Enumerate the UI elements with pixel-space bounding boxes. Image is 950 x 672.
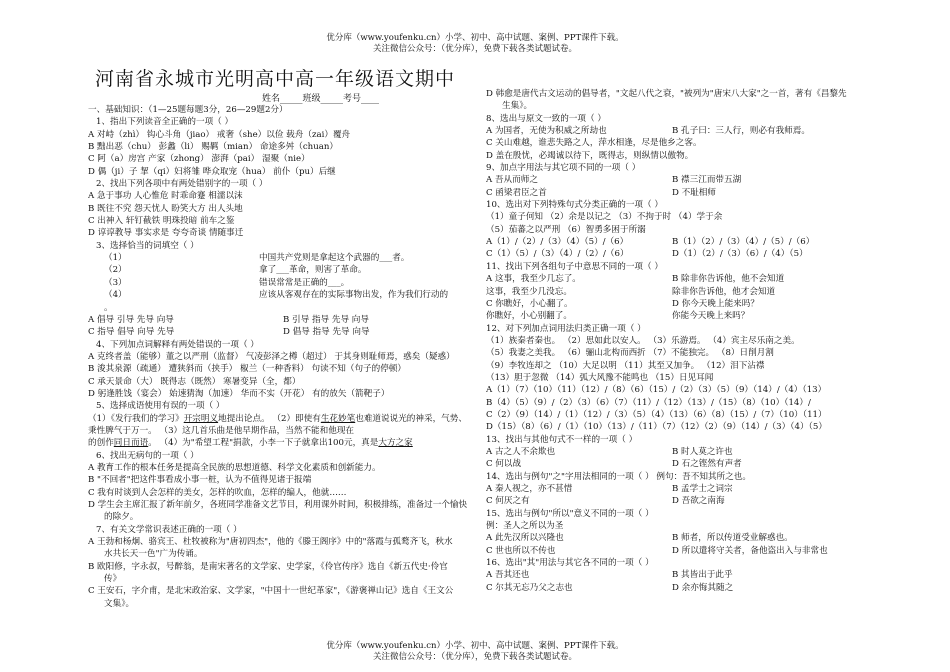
question-3-stem: 3、选择恰当的词填空（ ） — [96, 240, 199, 251]
right-column — [486, 88, 874, 594]
question-2-stem: 2、找出下列各项中有两处错别字的一项（ ） — [96, 179, 268, 190]
q5-text: 也难道说说光的神采，气势、 — [355, 413, 467, 424]
question-6-option-a: A 教育工作的根本任务是提高全民族的思想道德、科学文化素质和创新能力。 — [88, 462, 381, 473]
question-8-option-c: C 关山难越，谁悲失路之人，萍水相逢，尽是他乡之客。 — [486, 138, 702, 149]
question-16-option-d: D 余亦悔其随之 — [672, 582, 734, 593]
question-15-option-d: D 所以遣将守关者，备他盗出入与非常也 — [672, 545, 828, 556]
question-11-row-2 — [486, 286, 874, 298]
q5-idiom-2: 生花妙笔 — [320, 413, 356, 424]
question-3-row-2 — [88, 264, 476, 276]
question-8-options-ab — [486, 125, 874, 137]
question-12-line-1: （1）族秦者秦也。 （2）思如此以安人。 （3）乐游焉。 （4）宾主尽乐南之美。 — [486, 335, 800, 346]
q3-sentence-4-end: 。 — [104, 302, 113, 313]
q3-sentence-2: 拿了___革命，则害了革命。 — [259, 265, 367, 276]
question-11-row-4 — [486, 310, 874, 322]
question-5-stem: 5、选择成语使用有误的一项（ ） — [96, 401, 225, 412]
question-15-option-b: B 师者，所以传道受业解惑也。 — [672, 533, 793, 544]
q3-num-4: （4） — [104, 290, 127, 301]
question-12-line-3: （9）李牧连却之 （10）大足以明 （11）其至又加争。 （12）泪下沾襟 — [486, 360, 765, 371]
q5-idiom-4: 大方之家 — [378, 438, 413, 449]
question-11-option-a-2: 这事，我至少几没忘。 — [486, 286, 572, 297]
exam-title: 河南省永城市光明高中高一年级语文期中 — [95, 68, 456, 90]
question-4-option-b: B 浚其泉源（疏通） 遭狭斜而（挟手） 椒兰（一种香料） 句读不知（句子的停顿） — [88, 364, 407, 375]
question-1-option-b: B 黜出恶（chu） 彭蠡（li） 赐羁（mian） 命途多舛（chuan） — [88, 142, 339, 153]
question-10-line-1: （1）童子何知 （2）余是以记之 （3）不拘于时 （4）学于余 — [486, 212, 723, 223]
q5-idiom-3: 同日而语 — [113, 438, 149, 449]
question-7-option-a: A 王勃和杨炯、骆宾王、杜牧被称为"唐初四杰"，他的《滕王阁序》中的"落霞与孤鹜齐飞，秋水 — [88, 537, 453, 548]
question-7-option-c: C 王安石，字介甫，是北宋政治家、文学家，"中国十一世纪革家"，《游褒禅山记》选自《王文公 — [88, 586, 454, 597]
question-5-line-3 — [88, 437, 476, 449]
question-11-option-a: A 这事，我至少几忘了。 — [486, 274, 581, 285]
question-9-option-b: B 襟三江而带五湖 — [672, 175, 742, 186]
footer-line-2: 关注微信公众号：（优分库），免费下载各类试题试卷。 — [372, 652, 577, 662]
question-12-option-d: D（15）（8）（6）/（1）（10）（13）/（11）（7）（12）（2）（9）（14）/（3）（4）（5） — [486, 422, 827, 433]
question-10-option-a: A（1）/（2）/（3）（4）（5）/（6） — [486, 237, 629, 248]
question-13-options-ab — [486, 446, 874, 458]
question-2-option-b: B 既往不究 怨天忧人 盼笑大方 出人头地 — [88, 203, 243, 214]
q3-num-3: （3） — [104, 277, 127, 288]
question-11-option-b-2: 除非你告诉他，他才会知道 — [672, 286, 776, 297]
question-7-option-c-cont: 文集》。 — [104, 598, 135, 609]
question-1-option-d: D 偶（ji）子 挈（qi）妇将雏 哗众取宠（hua） 前仆（pu）后继 — [88, 166, 336, 177]
question-1-option-c: C 阿（a）房宫 产家（zhong） 澎湃（pai） 湿聚（nie） — [88, 154, 310, 165]
footer-line-1: 优分库（www.youfenku.cn）小学、初中、高中试题、案例、PPT课件下载。 — [326, 641, 624, 651]
question-14-option-d: D 吾欲之南海 — [672, 496, 725, 507]
question-3-options-ab — [88, 314, 476, 326]
question-12-option-c: C（2）（9）（14）/（1）（12）/（3）（5）（4）（13）（6）（8）（15）/（7）（10）（11） — [486, 409, 827, 420]
question-15-example: 例：圣人之所以为圣 — [486, 521, 564, 532]
q3-sentence-1: 中国共产党则是拿起这个武器的___者。 — [259, 253, 410, 264]
question-11-row-1 — [486, 273, 874, 285]
question-7-option-b-cont: 传》 — [104, 574, 122, 585]
question-12-option-a: A（1）（7）（10）（11）（12）/（8）（6）（15）/（2）（3）（5）（9）（14）/（4）（13） — [486, 385, 827, 396]
question-15-stem: 15、选出与例句"所以"意义不同的一项（ ） — [486, 508, 654, 519]
question-4-option-d: D 躬逢胜饯（宴会） 始速猜淘（加速） 华而不实（开花） 有的放矢（箭靶子） — [88, 388, 390, 399]
question-8-option-a: A 为国者，无使为积威之所劫也 — [486, 126, 607, 137]
question-14-option-b: B 孟学士之词宗 — [672, 484, 733, 494]
q5-idiom-1: 开宗明义 — [183, 413, 219, 424]
q5-text: 的创作 — [88, 438, 114, 449]
question-12-line-4: （13）胆于忽微 （14）弧大风豫不能鸣也 （15）日见耳闻 — [486, 372, 714, 383]
question-8-stem: 8、选出与原文一致的一项（ ） — [486, 113, 606, 124]
question-9-option-a: A 吾从而师之 — [486, 175, 538, 186]
header-line-1: 优分库（www.youfenku.cn）小学、初中、高中试题、案例、PPT课件下载。 — [326, 33, 624, 43]
question-2-option-a: A 急于事功 人心惟危 时乖命蹇 相濡以沫 — [88, 191, 243, 202]
question-5-line-1 — [88, 413, 476, 425]
question-6-option-d: D 学生会主席汇报了新年前夕，各班同学准备文艺节目，利用课外时间，积极排练，准备过一个愉快 — [88, 500, 468, 510]
question-5-line-2: 秉性脾气于万一。 （3）这几首乐曲是他早期作品，当然不能和他现在 — [88, 425, 355, 436]
question-12-line-2: （5）我妻之美我。 （6）骊山北构而西折 （7）不能独完。 （8）日削月割 — [486, 348, 774, 359]
question-3-row-4 — [88, 289, 476, 301]
question-3-option-c: C 指导 倡导 向导 先导 — [88, 327, 175, 338]
question-6-option-d-cont: 的除夕。 — [104, 512, 139, 523]
question-15-option-c: C 世也所以不传也 — [486, 545, 556, 556]
question-4-option-a: A 克终者盖（能够）董之以严刑（监督） 气凌彭泽之樽（超过） 于其身则耻师焉，惑矣（疑惑） — [88, 351, 455, 362]
question-8-option-d: D 盖在殷忧，必竭诚以待下，既得志，则纵情以傲物。 — [486, 150, 694, 161]
question-9-stem: 9、加点字用法与其它项不同的一项（ ） — [486, 163, 641, 174]
page-footer — [0, 641, 950, 663]
question-10-options-cd — [486, 248, 874, 260]
question-11-stem: 11、找出下列各组句子中意思不同的一项（ ） — [486, 261, 663, 272]
question-1-stem: 1、指出下列读音全正确的一项（ ） — [96, 117, 234, 128]
question-15-options-ab — [486, 532, 874, 544]
question-13-stem: 13、找出与其他句式不一样的一项（ ） — [486, 434, 638, 445]
question-14-options-cd — [486, 495, 874, 507]
question-11-option-c-2: 你瞧好，小心别翻了。 — [486, 311, 572, 322]
question-3-row-1 — [88, 252, 476, 264]
q5-text: 地提出论点。 （2）即使有 — [218, 413, 321, 424]
question-14-option-c: C 何厌之有 — [486, 496, 530, 507]
question-6-option-b: B "不回者"把这件事看成小事一桩，认为不值得见诸于报端 — [88, 475, 312, 486]
question-16-options-cd — [486, 582, 874, 594]
q5-text: （1）《发行我们的学习》 — [88, 413, 184, 424]
question-14-stem: 14、选出与例句"之"字用法相同的一项（ ） 例句：吾不知其所之也。 — [486, 471, 751, 482]
question-6-option-c: C 我有时谈到人会怎样的美女，怎样的吹血，怎样的编人，他就…… — [88, 487, 347, 498]
question-1-option-a: A 对峙（zhì） 钩心斗角（jiao） 戒奢（she）以俭 载舟（zai）覆舟 — [88, 129, 351, 140]
question-4-stem: 4、下列加点词解释有两处错误的一项（ ） — [96, 339, 259, 350]
question-10-option-c: C（1）（5）/（3）（4）/（2）/（6） — [486, 249, 629, 260]
question-9-options-cd — [486, 187, 874, 199]
question-11-option-d-2: 你能今天晚上来吗？ — [672, 311, 750, 322]
question-11-option-c: C 你瞧好，小心翻了。 — [486, 298, 573, 309]
question-10-options-ab — [486, 236, 874, 248]
question-11-option-d: D 你今天晚上能来吗？ — [672, 298, 759, 309]
left-column — [88, 104, 476, 610]
question-13-options-cd — [486, 458, 874, 470]
question-15-options-cd — [486, 545, 874, 557]
q3-sentence-4: 应该从客观存在的实际事物出发，作为我们行动的 — [259, 290, 449, 301]
question-7-stem: 7、有关文学常识表述正确的一项（ ） — [96, 524, 242, 535]
question-13-option-a: A 古之人不余欺也 — [486, 446, 556, 457]
question-7-option-d-cont: 生集》。 — [502, 101, 533, 112]
q3-sentence-3: 错误常常是正确的___。 — [259, 277, 350, 288]
question-3-row-3 — [88, 277, 476, 289]
question-3-option-a: A 倡导 引导 先导 向导 — [88, 314, 174, 325]
question-16-options-ab — [486, 569, 874, 581]
question-10-option-d: D（1）（2）/（3）（6）/（4）（5） — [672, 249, 808, 260]
question-4-option-c: C 承天景命（大） 既得志（既然） 寒暑变异（全，都） — [88, 376, 301, 387]
question-9-options-ab — [486, 174, 874, 186]
question-9-option-c: C 函梁君臣之首 — [486, 187, 547, 198]
q5-text: 。 （4）为"希望工程"捐款，小李一下子就拿出100元，真是 — [148, 438, 379, 449]
q3-num-2: （2） — [104, 265, 127, 276]
question-16-stem: 16、选出"其"用法与其它各不同的一项（ ） — [486, 558, 654, 569]
question-13-option-b: B 时人莫之许也 — [672, 446, 733, 457]
question-10-option-b: B（1）（2）/（3）（4）/（5）/（6） — [672, 237, 815, 248]
question-3-options-cd — [88, 326, 476, 338]
question-13-option-c: C 何以战 — [486, 459, 522, 470]
question-3-option-d: D 倡导 指导 先导 向导 — [283, 327, 370, 338]
header-line-2: 关注微信公众号：（优分库），免费下载各类试题试卷。 — [372, 44, 577, 54]
question-10-stem: 10、选出对下列特殊句式分类正确的一项（ ） — [486, 200, 663, 211]
question-7-option-b: B 欧阳修，字永叔，号醉翁，是南宋著名的文学家、史学家，《伶官传序》选自《新五代史·伶官 — [88, 561, 448, 572]
question-16-option-b: B 其皆出于此乎 — [672, 570, 733, 581]
question-7-option-a-cont: 水共长天一色"广为传诵。 — [104, 549, 203, 560]
question-15-option-a: A 此先汉所以兴隆也 — [486, 533, 564, 544]
question-13-option-d: D 石之铿然有声者 — [672, 459, 742, 470]
question-7-option-d: D 韩愈是唐代古文运动的倡导者，"文起八代之衰，"被列为"唐宋八大家"之一首，著有《昌黎先 — [486, 89, 847, 99]
question-14-option-a: A 秦人视之，亦不甚惜 — [486, 484, 573, 494]
question-3-option-b: B 引导 指导 先导 向导 — [283, 314, 369, 325]
question-11-option-b: B 除非你告诉他，他不会知道 — [672, 274, 785, 285]
question-2-option-c: C 出神入 轩钉截铁 明珠投暗 前车之鉴 — [88, 216, 235, 227]
student-info-line: 姓名_____班级_____考号____ — [262, 94, 380, 104]
section-heading: 一、基础知识：（1—25题每题3分，26—29题2分） — [88, 105, 288, 115]
question-8-option-b: B 孔子曰：三人行，则必有我师焉。 — [672, 126, 810, 137]
question-12-stem: 12、对下列加点词用法归类正确一项（ ） — [486, 323, 646, 334]
question-12-option-b: B（4）（5）（9）/（2）（3）（6）（7）（11）/（12）（13）/（15）（8）（10）（14）/ — [486, 397, 811, 408]
page-header — [0, 33, 950, 55]
question-16-option-a: A 吾其还也 — [486, 570, 530, 581]
question-10-line-2: （5）茄蕃之以严刑 （6）智勇多困于所溺 — [486, 224, 646, 235]
question-14-options-ab — [486, 483, 874, 495]
question-6-stem: 6、找出无病句的一项（ ） — [96, 450, 199, 461]
question-16-option-c: C 尔其无忘乃父之志也 — [486, 582, 573, 593]
question-2-option-d: D 谆谆教导 事实求是 夸夸奇谈 情随事迁 — [88, 228, 244, 239]
question-9-option-d: D 不耻相师 — [672, 187, 716, 198]
question-11-row-3 — [486, 298, 874, 310]
q3-num-1: （1） — [104, 253, 127, 264]
